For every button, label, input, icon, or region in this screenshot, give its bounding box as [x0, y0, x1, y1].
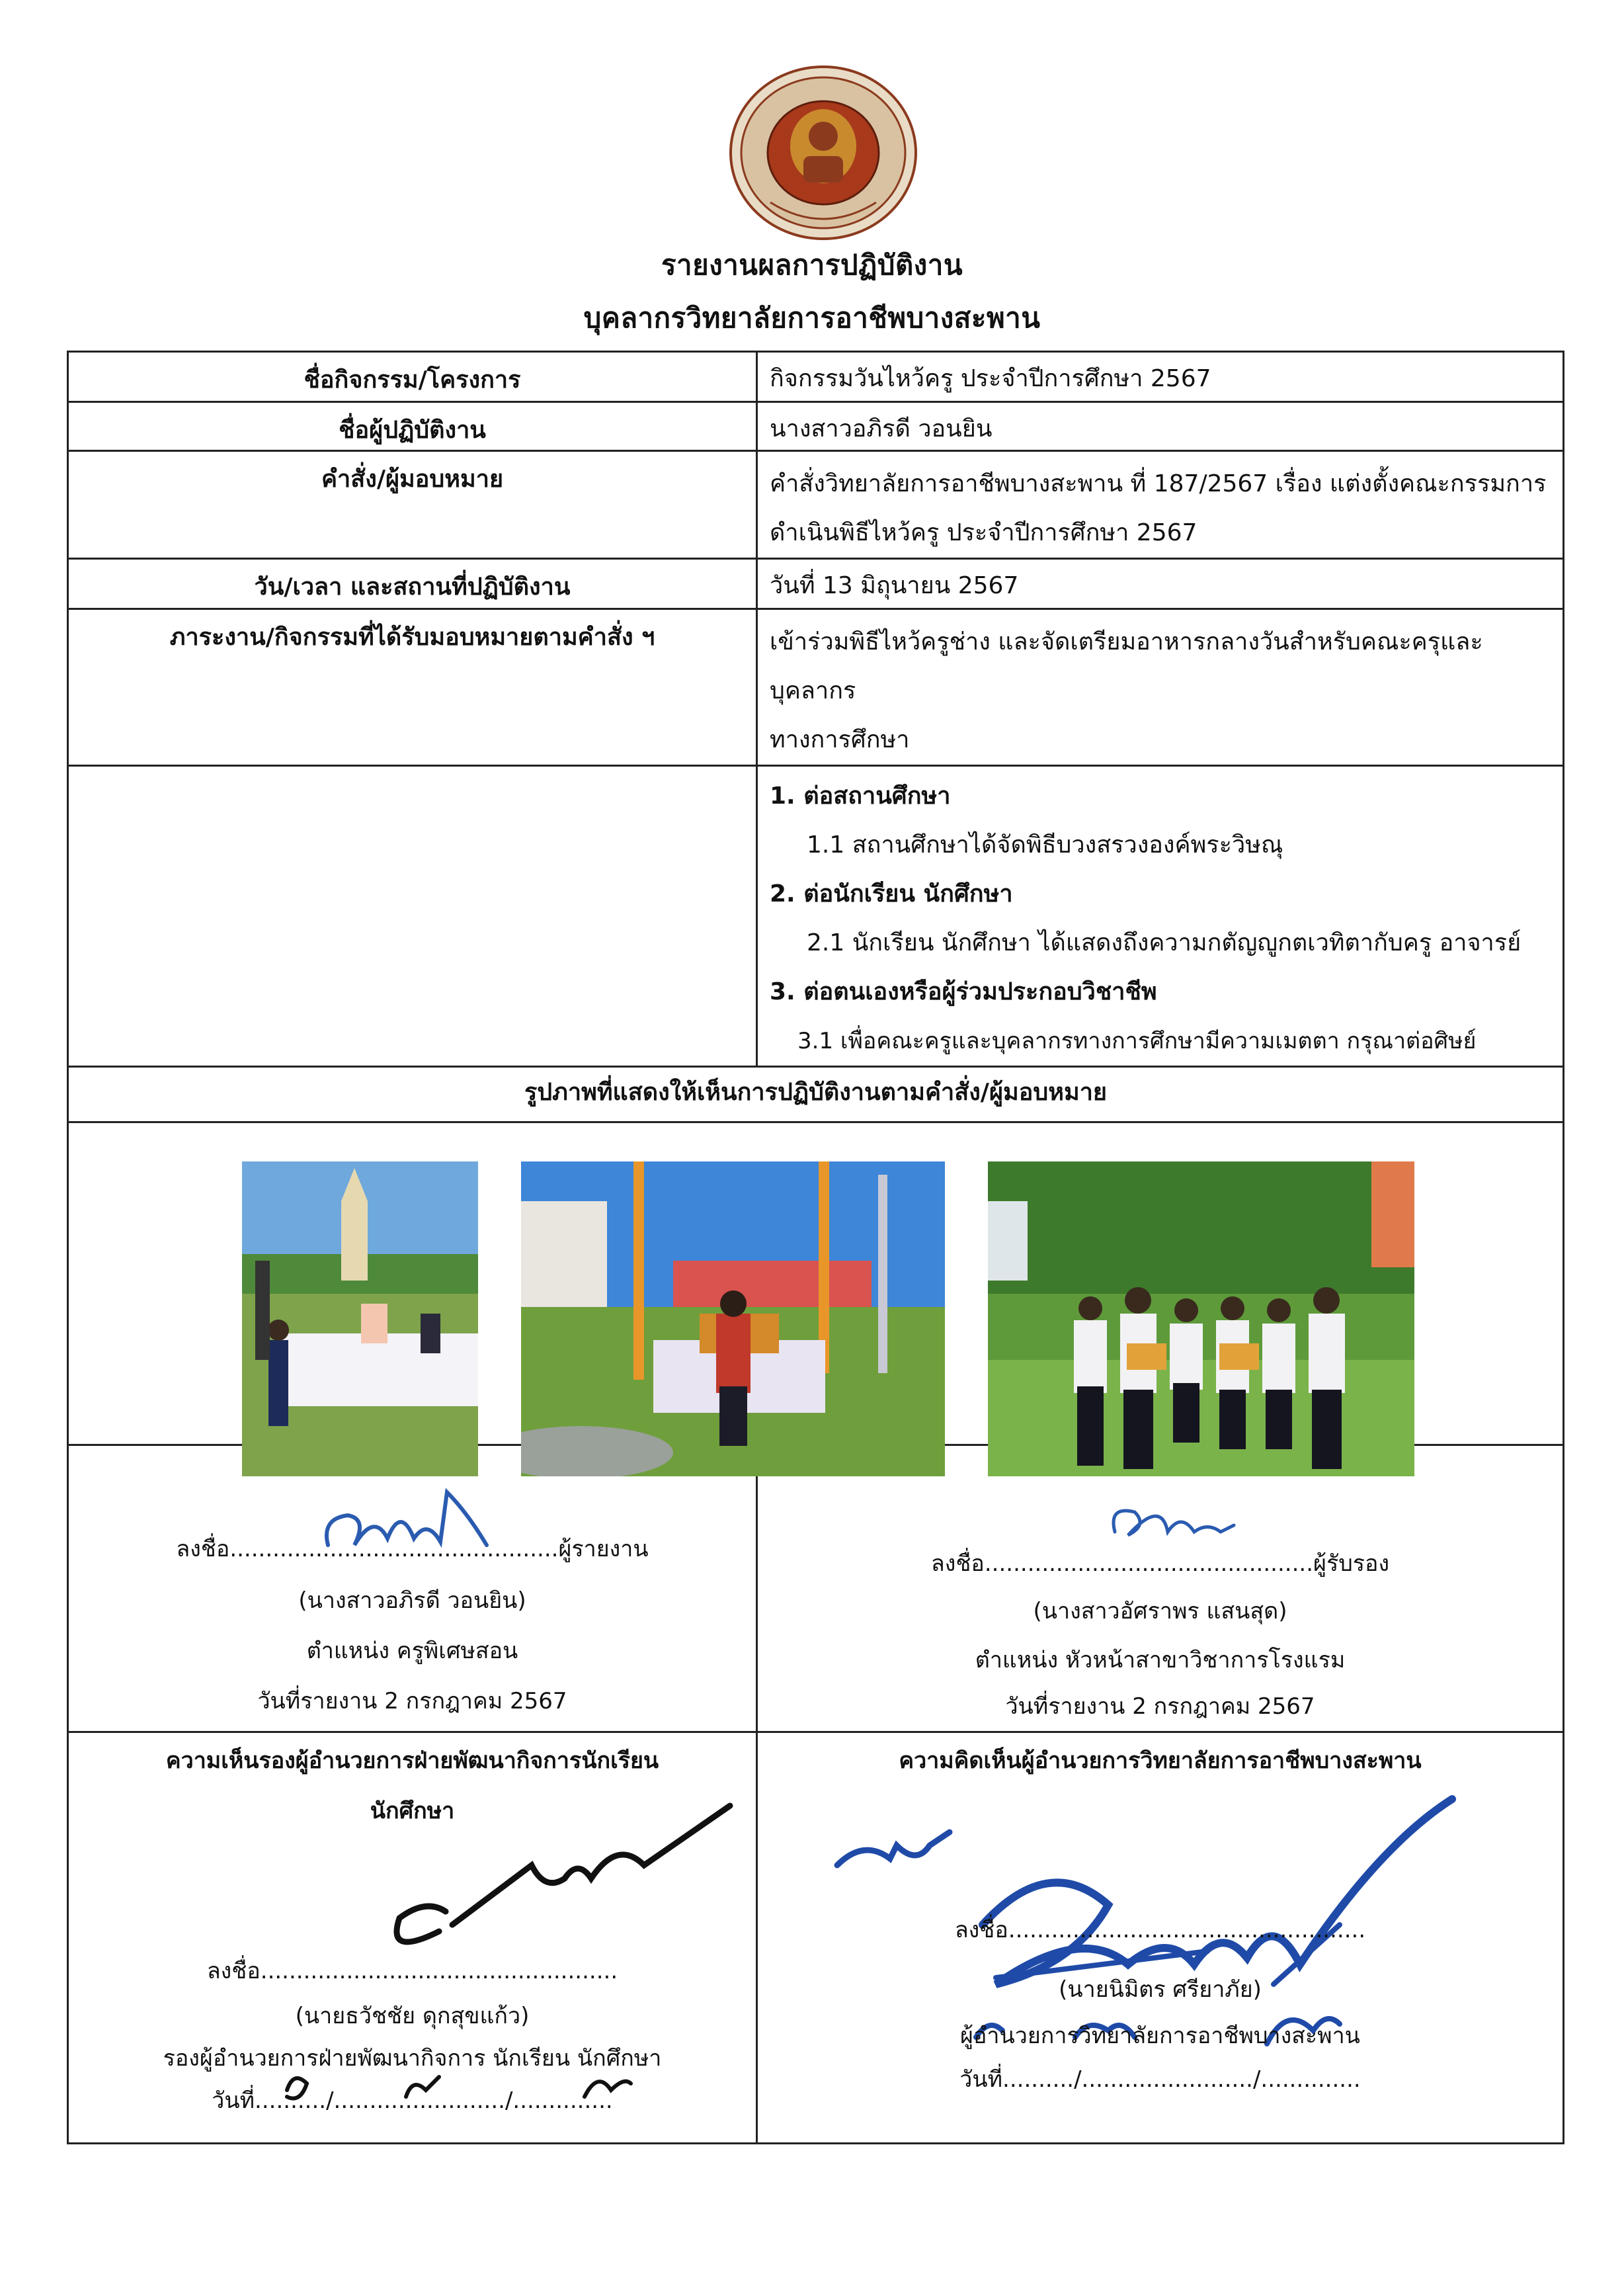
result-heading-2: 2. ต่อนักเรียน นักศึกษา — [770, 880, 1013, 907]
deputy-sign-line: ลงชื่อ.................................................. — [206, 1958, 618, 1984]
photo-ceremony-table — [242, 1161, 478, 1476]
reporter-position: ตำแหน่ง ครูพิเศษสอน — [306, 1638, 518, 1664]
approver-signature-mark — [1102, 1486, 1247, 1552]
approver-signature-cell — [757, 1445, 1564, 1732]
row-photos — [68, 1122, 1564, 1445]
reporter-sign-dots: .............................................. — [229, 1536, 559, 1562]
date-value: วันที่ 13 มิถุนายน 2567 — [757, 559, 1564, 609]
deputy-signature-mark — [346, 1799, 743, 1971]
deputy-position: รองผู้อำนวยการฝ่ายพัฒนากิจการ นักเรียน นักศึกษา — [163, 2045, 662, 2072]
task-label: ภาระงาน/กิจกรรมที่ได้รับมอบหมายตามคำสั่ง ฯ — [68, 609, 757, 766]
order-value-line-2: ดำเนินพิธีไหว้ครู ประจำปีการศึกษา 2567 — [770, 519, 1198, 546]
approver-position: ตำแหน่ง หัวหน้าสาขาวิชาการโรงแรม — [975, 1647, 1346, 1673]
approver-name: (นางสาวอัศราพร แสนสุด) — [1033, 1598, 1287, 1624]
report-subtitle: บุคลากรวิทยาลัยการอาชีพบางสะพาน — [583, 302, 1041, 334]
photos-header: รูปภาพที่แสดงให้เห็นการปฏิบัติงานตามคำสั่ง/ผู้มอบหมาย — [68, 1067, 1564, 1122]
reporter-name: (นางสาวอภิรดี วอนยิน) — [298, 1587, 526, 1614]
row-photos-header — [68, 1067, 1564, 1122]
director-date-line: วันที่........../......................../.............. — [959, 2066, 1361, 2093]
activity-value: กิจกรรมวันไหว้ครู ประจำปีการศึกษา 2567 — [757, 352, 1564, 402]
director-name: (นายนิมิตร ศรียาภัย) — [1059, 1976, 1262, 2003]
row-performer — [68, 402, 1564, 451]
result-heading-1: 1. ต่อสถานศึกษา — [770, 782, 951, 810]
order-label: คำสั่ง/ผู้มอบหมาย — [68, 451, 757, 559]
date-label: วัน/เวลา และสถานที่ปฏิบัติงาน — [68, 559, 757, 609]
approver-sign-line — [758, 1545, 1563, 1581]
activity-label: ชื่อกิจกรรม/โครงการ — [68, 352, 757, 402]
task-value-line-1: เข้าร่วมพิธีไหว้ครูช่าง และจัดเตรียมอาหารกลางวันสำหรับคณะครุและบุคลากร — [770, 628, 1483, 704]
result-item-2: 2.1 นักเรียน นักศึกษา ได้แสดงถึงความกตัญญูกตเวทิตากับครู อาจารย์ — [807, 929, 1522, 956]
deputy-name: (นายธวัชชัย ดุกสุขแก้ว) — [295, 2003, 530, 2029]
results-label-empty — [68, 766, 757, 1067]
order-value-line-1: คำสั่งวิทยาลัยการอาชีพบางสะพาน ที่ 187/2567 เรื่อง แต่งตั้งคณะกรรมการ — [770, 470, 1547, 497]
reporter-date: วันที่รายงาน 2 กรกฎาคม 2567 — [257, 1688, 567, 1714]
approver-sign-prefix: ลงชื่อ — [930, 1550, 985, 1577]
result-item-1: 1.1 สถานศึกษาได้จัดพิธีบวงสรวงองค์พระวิษณุ — [807, 831, 1283, 859]
row-activity — [68, 352, 1564, 402]
results-value — [757, 766, 1564, 1067]
approver-role: ผู้รับรอง — [1313, 1550, 1390, 1577]
row-date — [68, 559, 1564, 609]
photo-offerings-stage — [521, 1161, 945, 1476]
approver-sign-dots: .............................................. — [984, 1550, 1314, 1577]
result-item-3: 3.1 เพื่อคณะครูและบุคลากรทางการศึกษามีความเมตตา กรุณาต่อศิษย์ — [797, 1028, 1477, 1054]
director-opinion-cell — [757, 1732, 1564, 2144]
row-order — [68, 451, 1564, 559]
row-signatures — [68, 1445, 1564, 1732]
reporter-role: ผู้รายงาน — [558, 1536, 649, 1562]
deputy-heading-2: นักศึกษา — [370, 1798, 455, 1824]
photo-strip — [69, 1123, 1563, 1441]
reporter-sign-line — [69, 1531, 756, 1566]
report-title: รายงานผลการปฏิบัติงาน — [661, 249, 963, 281]
row-task — [68, 609, 1564, 766]
reporter-signature-cell — [68, 1445, 757, 1732]
task-value — [757, 609, 1564, 766]
director-position: ผู้อำนวยการวิทยาลัยการอาชีพบางสะพาน — [960, 2023, 1360, 2049]
order-value — [757, 451, 1564, 559]
performer-value: นางสาวอภิรดี วอนยิน — [757, 402, 1564, 451]
deputy-heading-1: ความเห็นรองผู้อำนวยการฝ่ายพัฒนากิจการนักเรียน — [165, 1748, 659, 1774]
deputy-opinion-cell — [68, 1732, 757, 2144]
row-results — [68, 766, 1564, 1067]
photo-group — [988, 1161, 1414, 1476]
reporter-sign-prefix: ลงชื่อ — [176, 1536, 230, 1562]
approver-date: วันที่รายงาน 2 กรกฎาคม 2567 — [1005, 1693, 1315, 1720]
college-seal — [727, 63, 919, 242]
performer-label: ชื่อผู้ปฏิบัติงาน — [68, 402, 757, 451]
director-sign-line: ลงชื่อ.................................................. — [954, 1917, 1366, 1943]
row-opinions — [68, 1732, 1564, 2144]
deputy-date-line: วันที่........../......................../.............. — [212, 2087, 613, 2114]
director-heading: ความคิดเห็นผู้อำนวยการวิทยาลัยการอาชีพบางสะพาน — [899, 1748, 1422, 1774]
task-value-line-2: ทางการศึกษา — [770, 726, 910, 753]
photos-cell — [68, 1122, 1564, 1445]
report-table — [67, 351, 1564, 2144]
result-heading-3: 3. ต่อตนเองหรือผู้ร่วมประกอบวิชาชีพ — [770, 978, 1157, 1005]
